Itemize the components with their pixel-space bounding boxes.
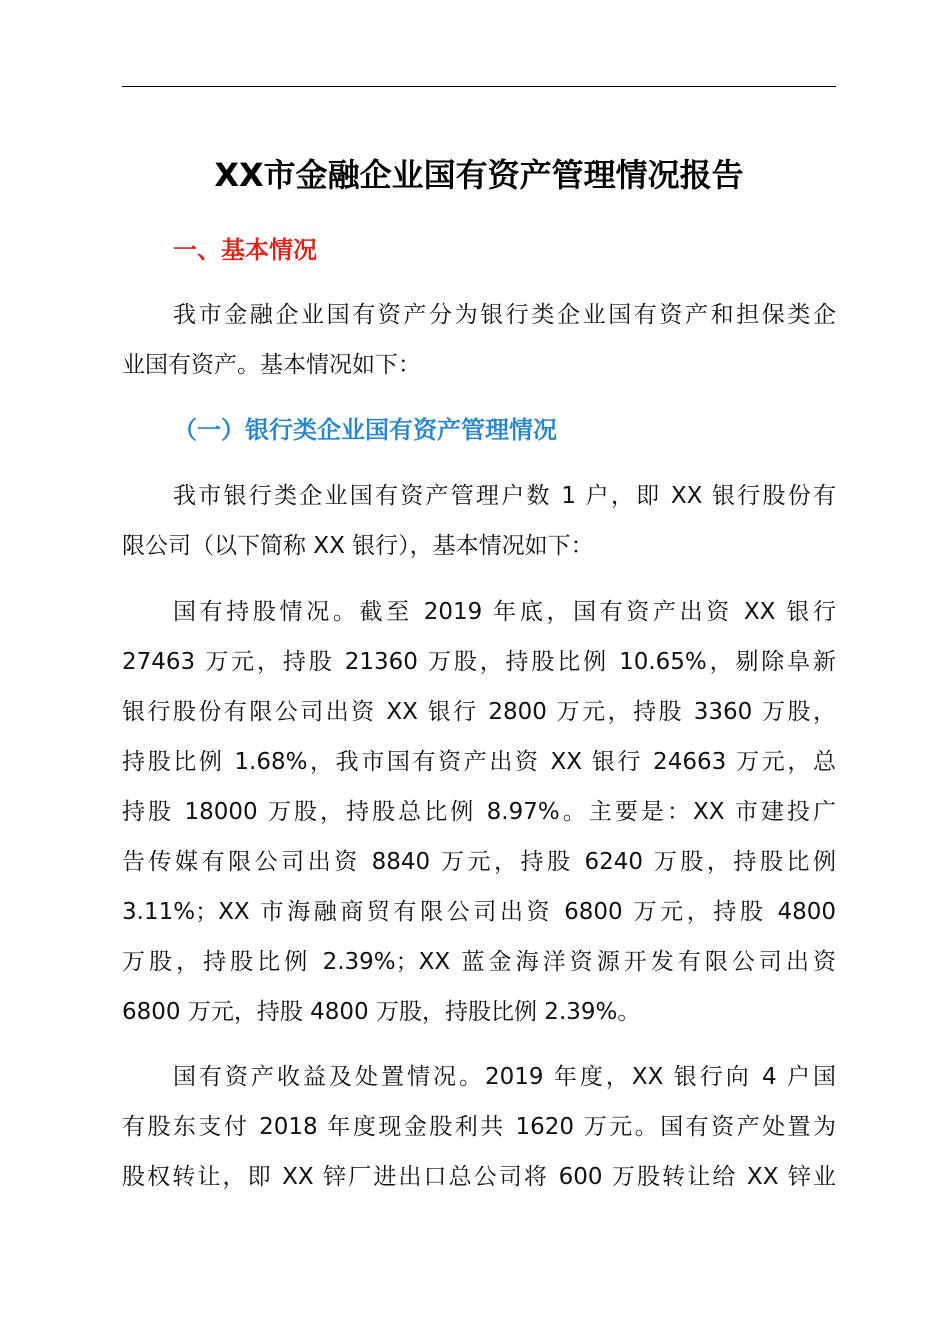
section-heading-basic-situation: 一、基本情况 (173, 236, 317, 264)
header-rule (122, 86, 836, 87)
paragraph-line: 国有资产收益及处置情况。2019 年度，XX 银行向 4 户国 (173, 1064, 836, 1090)
paragraph-line: 有股东支付 2018 年度现金股利共 1620 万元。国有资产处置为 (122, 1114, 836, 1140)
paragraph-line: 银行股份有限公司出资 XX 银行 2800 万元，持股 3360 万股， (122, 699, 836, 725)
paragraph-line: 万股，持股比例 2.39%；XX 蓝金海洋资源开发有限公司出资 (122, 949, 836, 975)
holding-paragraph (122, 587, 836, 1037)
title-text: 市金融企业国有资产管理情况报告 (263, 156, 744, 194)
page-title (122, 150, 836, 200)
paragraph-line: 国有持股情况。截至 2019 年底，国有资产出资 XX 银行 (173, 599, 836, 625)
title-prefix: XX (214, 156, 264, 194)
paragraph-line: 我市银行类企业国有资产管理户数 1 户，即 XX 银行股份有 (173, 483, 836, 509)
paragraph-line: 6800 万元，持股 4800 万股，持股比例 2.39%。 (122, 999, 641, 1025)
paragraph-line: 告传媒有限公司出资 8840 万元，持股 6240 万股，持股比例 (122, 849, 836, 875)
bank-overview-paragraph (122, 471, 836, 571)
paragraph-line: 3.11%；XX 市海融商贸有限公司出资 6800 万元，持股 4800 (122, 899, 836, 925)
paragraph-line: 业国有资产。基本情况如下： (122, 352, 421, 378)
paragraph-line: 我市金融企业国有资产分为银行类企业国有资产和担保类企 (173, 302, 836, 328)
subsection-heading-bank-assets: （一）银行类企业国有资产管理情况 (173, 416, 557, 444)
paragraph-line: 持股比例 1.68%，我市国有资产出资 XX 银行 24663 万元，总 (122, 749, 836, 775)
paragraph-line: 持股 18000 万股，持股总比例 8.97%。主要是：XX 市建投广 (122, 799, 836, 825)
intro-paragraph (122, 290, 836, 390)
paragraph-line: 股权转让，即 XX 锌厂进出口总公司将 600 万股转让给 XX 锌业 (122, 1164, 836, 1190)
paragraph-line: 27463 万元，持股 21360 万股，持股比例 10.65%，剔除阜新 (122, 649, 836, 675)
income-paragraph (122, 1052, 836, 1202)
paragraph-line: 限公司（以下简称 XX 银行），基本情况如下： (122, 533, 594, 559)
